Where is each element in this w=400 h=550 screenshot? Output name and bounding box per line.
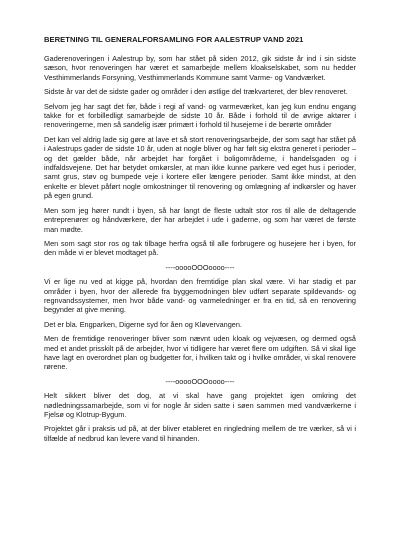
paragraph: Men som sagt stor ros og tak tilbage herfra også til alle forbrugere og husejere her i byen, for den måde vi er blevet modtaget på. bbox=[44, 238, 356, 258]
paragraph: Det er bla. Engparken, Digerne syd for åen og Kløvervangen. bbox=[44, 319, 242, 329]
paragraph: Men de fremtidige renoveringer bliver som nævnt uden kloak og vejvæsen, og dermed også med et andet prisskilt på de arbejder, hvor vi tidligere har været flere om udgiften. Så vi skal lige have lagt en overordnet plan og budgetter for, i hvilken takt og i hvilke områder, vi skal renovere rørene. bbox=[44, 334, 356, 372]
paragraph: Projektet går i praksis ud på, at der bliver etableret en ringledning mellem de tre værker, så vi i tilfælde af nedbrud kan levere vand til hinanden. bbox=[44, 424, 356, 443]
section-separator: ----ooooOOOoooo---- bbox=[165, 262, 235, 272]
paragraph: Det kan vel aldrig lade sig gøre at lave et så stort renoveringsarbejde, der som sagt har stået på i Aalestrups gader de sidste 10 år, uden at nogle bliver og har følt sig ekstra generet i perioder – og det gælder både, når arbejdet har forgået i boligområderne, i handelsgaden og i indfaldsvejene. Det har betydet omkørsler, at man ikke kunne parkere ved eget hus i perioder, samt grus, støv og bumpede veje i kortere eller længere perioder. Samt ikke mindst, at den enkelte er blevet påført nogle omkostninger til renovering og omlægning af indkørsler og haver på egen grund. bbox=[44, 134, 356, 201]
paragraph: Men som jeg hører rundt i byen, så har langt de fleste udtalt stor ros til alle de deltagende entreprenører og håndværkere, der har arbejdet i ude i gaderne, og som har været de første man mødte. bbox=[44, 205, 356, 234]
paragraph: Vi er lige nu ved at kigge på, hvordan den fremtidige plan skal være. Vi har stadig et par områder i byen, hvor der allerede fra byggemodningen blev udført separate spildevands- og regnvandssystemer, men hvor både vand- og varmeledninger er fra en tid, så en renovering begynder at give mening. bbox=[44, 277, 356, 315]
paragraph: Selvom jeg har sagt det før, både i regi af vand- og varmeværket, kan jeg kun endnu engang takke for et forbilledligt samarbejde de sidste 10 år. Både i forhold til de øvrige aktører i renoveringerne, men så sandelig især primært i forhold til husejerne i de berørte områder bbox=[44, 101, 356, 130]
document-title: BERETNING TIL GENERALFORSAMLING FOR AALESTRUP VAND 2021 bbox=[44, 35, 304, 44]
section-separator: ----ooooOOOoooo---- bbox=[165, 376, 235, 386]
paragraph: Helt sikkert bliver det dog, at vi skal have gang projektet igen omkring det nødledningssamarbejde, som vi for nogle år siden satte i søen sammen med vandværkerne i Fjelsø og Klotrup-Bygum. bbox=[44, 391, 356, 419]
paragraph: Sidste år var det de sidste gader og områder i den østlige del trækvarteret, der blev renoveret. bbox=[44, 87, 348, 97]
paragraph: Gaderenoveringen i Aalestrup by, som har stået på siden 2012, gik sidste år ind i sin sidste sæson, hvor renoveringen har været et samarbejde mellem kloakselskabet, som nu hedder Vesthimmerlands Forsyning, Vesthimmerlands Kommune samt Varme- og Vandværket. bbox=[44, 54, 356, 82]
